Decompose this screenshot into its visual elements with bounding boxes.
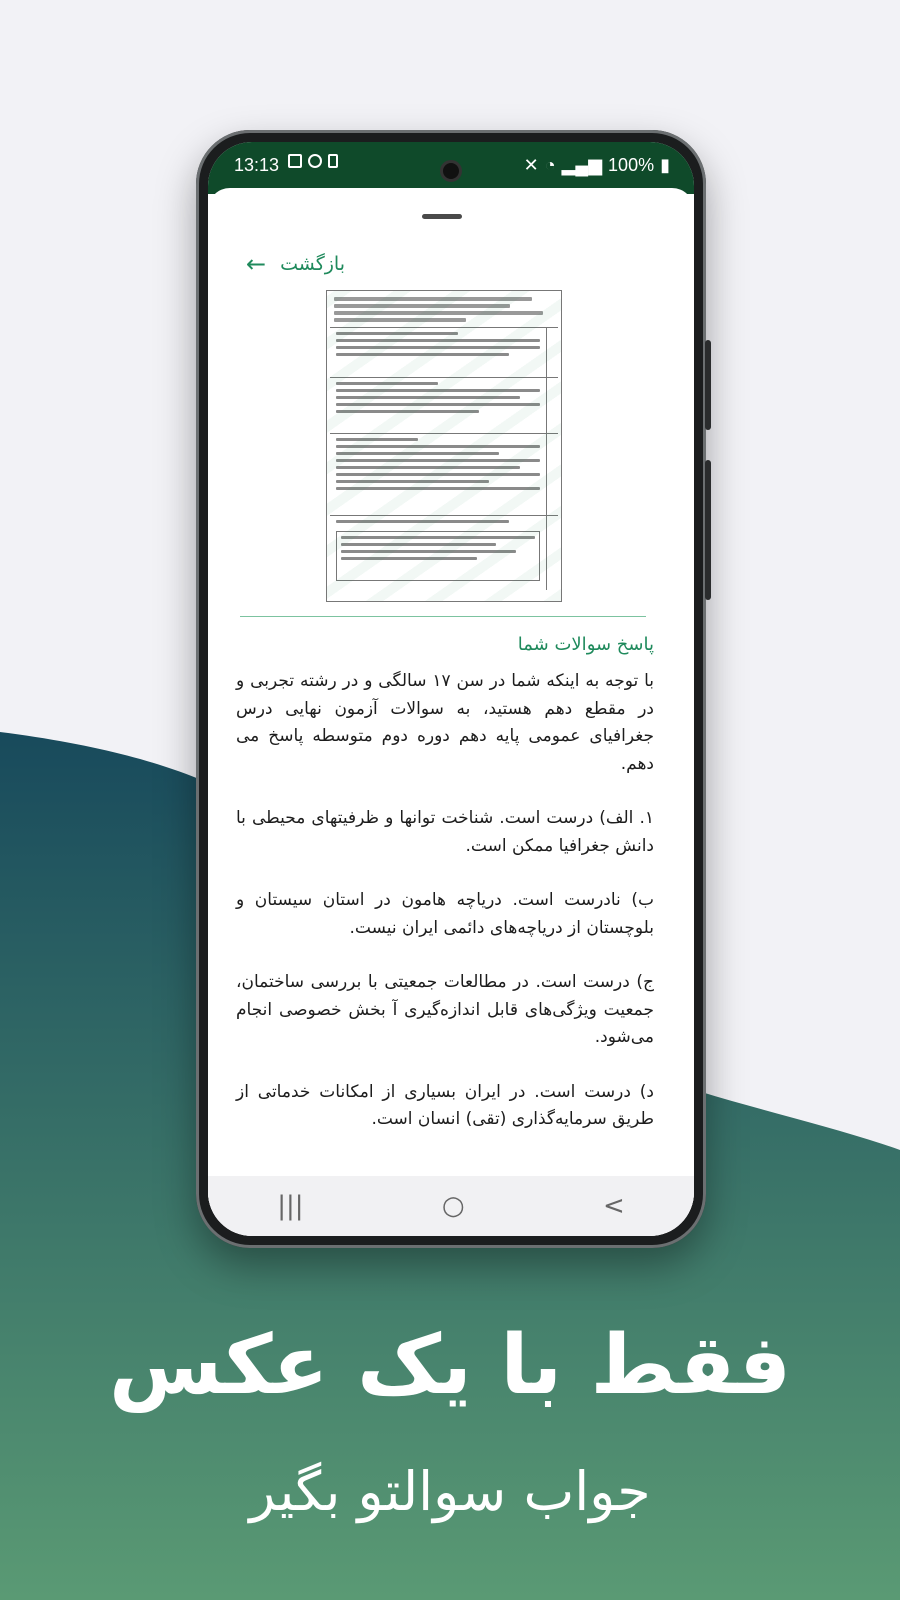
bottom-sheet (208, 188, 694, 1236)
status-bar (208, 142, 694, 194)
status-time: 13:13 (234, 155, 280, 175)
back-button[interactable] (246, 250, 345, 278)
sheet-drag-handle[interactable] (422, 214, 462, 219)
caption-headline: فقط با یک عکس (108, 1318, 792, 1413)
section-divider (240, 616, 646, 617)
answer-paragraph: ۱. الف) درست است. شناخت توانها و ظرفیتهای محیطی با دانش جغرافیا ممکن است. (236, 808, 654, 856)
wifi-icon: ◔ (544, 155, 556, 175)
system-nav-bar (208, 1176, 694, 1236)
phone-icon (328, 154, 338, 168)
answer-paragraph: د) درست است. در ایران بسیاری از امکانات خدماتی از طریق سرمایه‌گذاری (تقی) انسان است. (236, 1081, 654, 1129)
front-camera (440, 160, 462, 182)
arrow-left-icon: ← (246, 250, 267, 278)
answer-paragraph: با توجه به اینکه شما در سن ۱۷ سالگی و در رشته تجربی و در مقطع دهم هستید، به سوالات آزمون نهایی درس جغرافیای عمومی پایه دهم دوره دوم متوسطه پاسخ می دهم. (236, 671, 655, 774)
exam-photo (326, 290, 562, 602)
battery-level: 100% (608, 155, 655, 175)
answer-text (236, 668, 654, 1161)
gallery-icon (288, 154, 302, 168)
mute-icon: ✕ (523, 155, 539, 175)
recents-button[interactable]: ||| (277, 1191, 304, 1221)
message-icon (308, 154, 322, 168)
signal-icon: ▂▄▆ (561, 155, 603, 175)
answer-title: پاسخ سوالات شما (517, 634, 654, 655)
phone-screen (208, 142, 694, 1236)
answer-paragraph: ب) نادرست است. دریاچه هامون در استان سیستان و بلوچستان از دریاچه‌های دائمی ایران نیست. (236, 890, 654, 938)
phone-frame (196, 130, 706, 1248)
answer-paragraph: ج) درست است. در مطالعات جمعیتی با بررسی ساختمان، جمعیت ویژگی‌های قابل اندازه‌گیری آ بخش خصوصی انجام می‌شود. (236, 972, 654, 1047)
back-label: بازگشت (280, 253, 346, 275)
caption-subtitle: جواب سوالتو بگیر (249, 1460, 651, 1523)
nav-back-button[interactable]: < (602, 1191, 625, 1221)
home-button[interactable]: ○ (441, 1191, 465, 1221)
battery-icon: ▮ (660, 155, 670, 175)
